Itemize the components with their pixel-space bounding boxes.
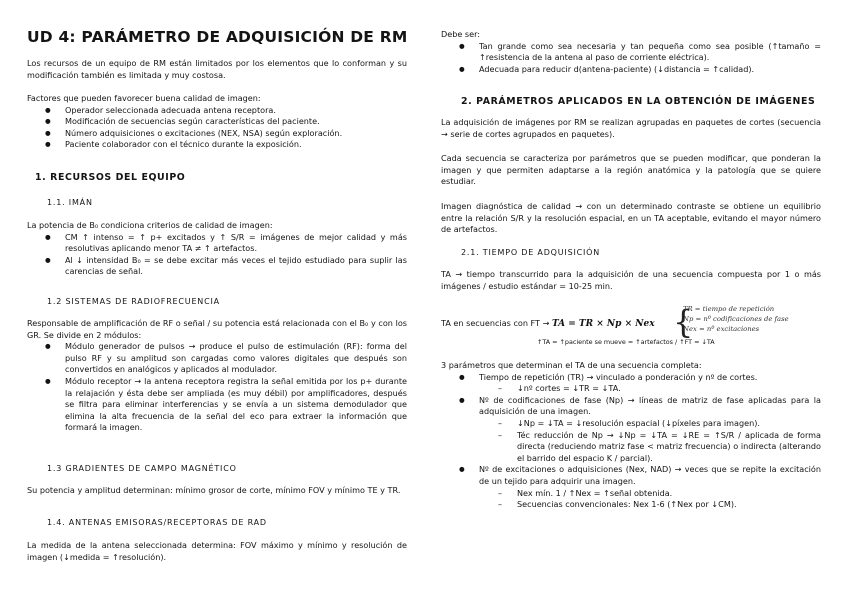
s2-p3-block [441, 201, 821, 236]
list-item: ● Módulo receptor → la antena receptora registra la señal emitida por los p+ durante la relajación y ésta debe ser ampliada (es muy débil) por amplificadores, después se filtra para eliminar interferencias y se envía a un sistema demodulador que elimina la alta frecuencia de la señal del eco para extraer la información que formará la imagen. [65, 376, 407, 434]
sublist-item: – ↓nº cortes = ↓TR = ↓TA. [517, 383, 821, 395]
list-item-np [479, 395, 821, 465]
s21-heading-wrap [461, 248, 841, 257]
subsection-1-2-heading: 1.2 SISTEMAS DE RADIOFRECUENCIA [47, 297, 220, 306]
s14-heading-wrap [47, 518, 427, 527]
s2-paragraph-3: Imagen diagnóstica de calidad → con un determinado contraste se obtiene un equilibrio entre la relación S/R y la resolución espacial, en un TA aceptable, evitando el mayor número de artefactos. [441, 201, 821, 235]
list-item: ● Adecuada para reducir d(antena-paciente) (↓distancia = ↑calidad). [479, 64, 821, 76]
s2-paragraph-2: Cada secuencia se caracteriza por parámetros que se pueden modificar, que ponderan la imagen y que permiten adaptarse a la región anatómica y la patología que se quiere estudiar. [441, 153, 821, 187]
formula-definitions [683, 304, 789, 334]
factors-block [27, 93, 407, 151]
s13-heading-wrap [47, 464, 427, 473]
s11-block [27, 220, 407, 278]
s13-text: Su potencia y amplitud determinan: mínimo grosor de corte, mínimo FOV y mínimo TE y TR. [27, 485, 401, 495]
list-item: ● Modificación de secuencias según características del paciente. [65, 116, 407, 128]
debe-list [441, 41, 821, 76]
s11-intro: La potencia de B₀ condiciona criterios de calidad de imagen: [27, 220, 273, 230]
nex-text: Nº de excitaciones o adquisiciones (Nex, NAD) → veces que se repite la excitación de un tejido para adquirir una imagen. [479, 464, 821, 486]
list-item-nex [479, 464, 821, 510]
list-item: ● Número adquisiciones o excitaciones (NEX, NSA) según exploración. [65, 128, 407, 140]
section-1-heading-wrap [35, 172, 415, 183]
list-item: ● Operador seleccionada adecuada antena receptora. [65, 105, 407, 117]
sublist-item: – ↓Np = ↓TA = ↓resolución espacial (↓píxeles para imagen). [517, 418, 821, 430]
list-item: ● Paciente colaborador con el técnico durante la exposición. [65, 139, 407, 151]
formula-line [441, 318, 655, 329]
list-item: ● Módulo generador de pulsos → produce el pulso de estimulación (RF): forma del pulso RF y su amplitud son cargadas como valores digitales que después son convertidos en analógicos y aplicados al modulador. [65, 341, 407, 376]
intro-block [27, 58, 407, 81]
formula-note: ↑TA = ↑paciente se mueve = ↑artefactos / ↑FT = ↓TA [537, 338, 715, 346]
s12-heading-wrap [47, 297, 427, 306]
list-item: ● Al ↓ intensidad B₀ = se debe excitar más veces el tejido estudiado para suplir las carencias de señal. [65, 255, 407, 278]
s11-heading-wrap [47, 198, 427, 207]
definition-np: Np = nº codificaciones de fase [683, 315, 789, 323]
formula-expression: TA = TR × Np × Nex [551, 319, 655, 329]
params-intro: 3 parámetros que determinan el TA de una secuencia completa: [441, 360, 702, 370]
s2-p1-block [441, 117, 821, 140]
np-text: Nº de codificaciones de fase (Np) → líneas de matriz de fase aplicadas para la adquisición de una imagen. [479, 394, 821, 417]
params-list [441, 372, 821, 511]
s21-p1-block [441, 269, 821, 292]
subsection-2-1-heading: 2.1. TIEMPO DE ADQUISICIÓN [461, 248, 601, 257]
s14-block [27, 540, 407, 563]
formula-block [441, 302, 821, 346]
intro-paragraph: Los recursos de un equipo de RM están limitados por los elementos que lo conforman y su modificación también es limitada y muy costosa. [27, 58, 407, 80]
tr-sublist [479, 383, 821, 395]
section-1-heading: 1. RECURSOS DEL EQUIPO [35, 172, 186, 183]
section-2-heading: 2. PARÁMETROS APLICADOS EN LA OBTENCIÓN DE IMÁGENES [461, 96, 816, 107]
tr-text: Tiempo de repetición (TR) → vinculado a ponderación y nº de cortes. [479, 371, 758, 382]
sublist-item: – Secuencias convencionales: Nex 1-6 (↑Nex por ↓CM). [517, 499, 821, 511]
params-block [441, 360, 821, 511]
s14-text: La medida de la antena seleccionada determina: FOV máximo y mínimo y resolución de imagen (↓medida = ↑resolución). [27, 540, 407, 562]
s12-intro: Responsable de amplificación de RF o señal / su potencia está relacionada con el B₀ y con los GR. Se divide en 2 módulos: [27, 318, 407, 340]
formula-prefix: TA en secuencias con FT → [441, 318, 550, 328]
subsection-1-4-heading: 1.4. ANTENAS EMISORAS/RECEPTORAS DE RAD [47, 518, 267, 527]
np-sublist [479, 418, 821, 464]
s13-block [27, 485, 407, 497]
debe-block [441, 29, 821, 75]
list-item-tr [479, 372, 821, 395]
s12-list [27, 341, 407, 434]
page-title: UD 4: PARÁMETRO DE ADQUISICIÓN DE RM [27, 28, 408, 46]
factors-list [27, 105, 407, 151]
factors-intro: Factores que pueden favorecer buena calidad de imagen: [27, 93, 261, 103]
s21-paragraph: TA → tiempo transcurrido para la adquisición de una secuencia compuesta por 1 o más imágenes / estudio estándar = 10-25 min. [441, 269, 821, 291]
s2-p2-block [441, 153, 821, 188]
section-2-heading-wrap [461, 96, 841, 107]
sublist-item: – Téc reducción de Np → ↓Np = ↓TA = ↓RE = ↑S/R / aplicada de forma directa (reduciendo matriz fase < matriz frecuencia) o indirecta (alterando el barrido del espacio K / parcial). [517, 430, 821, 465]
sublist-item: – Nex mín. 1 / ↑Nex = ↑señal obtenida. [517, 488, 821, 500]
definition-nex: Nex = nº excitaciones [683, 325, 760, 333]
definition-tr: TR = tiempo de repetición [683, 305, 775, 313]
list-item: ● Tan grande como sea necesaria y tan pequeña como sea posible (↑tamaño = ↑resistencia de la antena al paso de corriente eléctrica). [479, 41, 821, 64]
nex-sublist [479, 488, 821, 511]
subsection-1-1-heading: 1.1. IMÁN [47, 198, 93, 207]
s2-paragraph-1: La adquisición de imágenes por RM se realizan agrupadas en paquetes de cortes (secuencia → serie de cortes agrupados en paquetes). [441, 117, 821, 139]
subsection-1-3-heading: 1.3 GRADIENTES DE CAMPO MAGNÉTICO [47, 464, 237, 473]
ta-formula [441, 302, 821, 346]
list-item: ● CM ↑ intenso = ↑ p+ excitados y ↑ S/R = imágenes de mejor calidad y más resolutivas aplicando menor TA ≠ ↑ artefactos. [65, 232, 407, 255]
s11-list [27, 232, 407, 278]
s12-block [27, 318, 407, 434]
brace-glyph: { [673, 303, 694, 341]
debe-intro: Debe ser: [441, 29, 481, 39]
